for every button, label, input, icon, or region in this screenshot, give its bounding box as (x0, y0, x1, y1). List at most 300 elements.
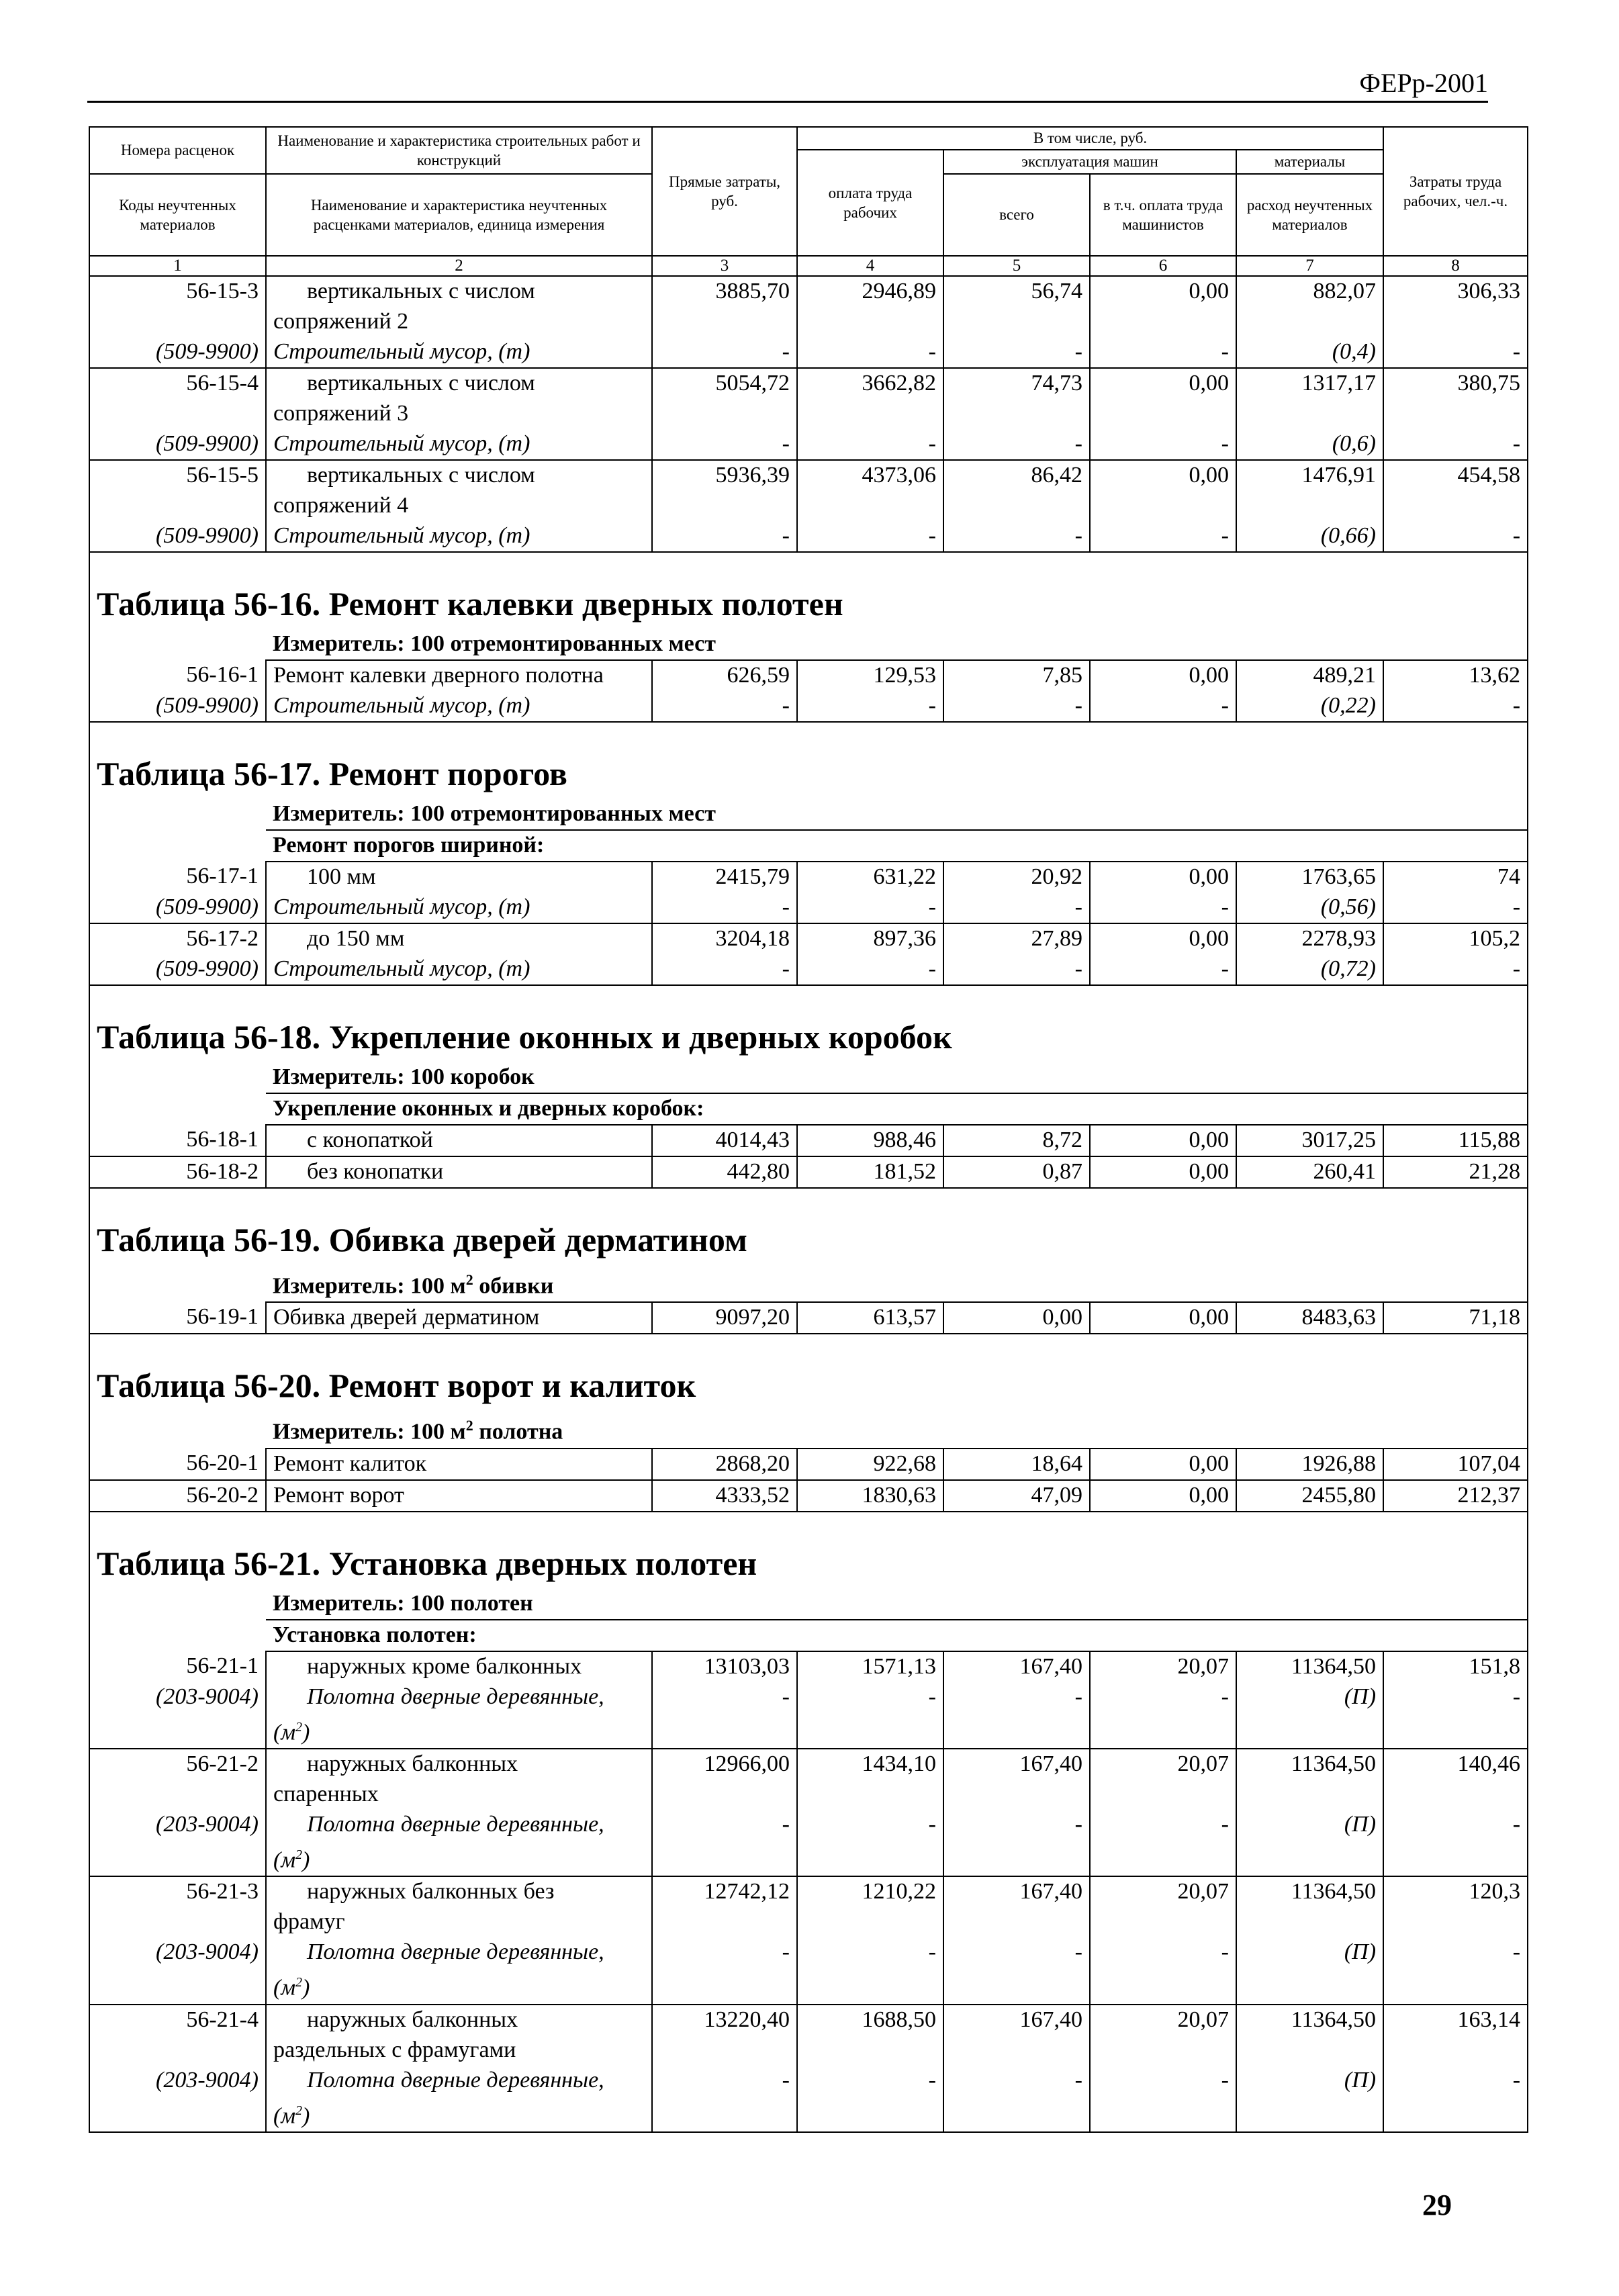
table-row (89, 399, 1528, 429)
table-56-20-title: Таблица 56-20. Ремонт ворот и калиток (89, 1334, 1528, 1411)
labor-pay: 613,57 (797, 1302, 943, 1334)
section-title-row (89, 985, 1528, 1062)
rate-code: 56-15-4 (89, 368, 266, 399)
dash: - (1383, 337, 1528, 368)
material-unit (266, 1968, 652, 2004)
labor-hours: 13,62 (1383, 660, 1528, 691)
dash: - (1383, 892, 1528, 923)
direct-cost: 442,80 (652, 1156, 797, 1188)
dash: - (943, 521, 1090, 552)
work-name-continued: фрамуг (266, 1907, 652, 1937)
measure-label: Измеритель: 100 полотен (266, 1589, 1528, 1620)
dash: - (1090, 892, 1236, 923)
material-quantity: (П) (1236, 2066, 1383, 2096)
table-56-19-title: Таблица 56-19. Обивка дверей дерматином (89, 1188, 1528, 1265)
section-title-row (89, 1334, 1528, 1411)
direct-cost: 2868,20 (652, 1449, 797, 1480)
material-name: Строительный мусор, (т) (266, 954, 652, 985)
machines-total: 167,40 (943, 2005, 1090, 2035)
unit-exponent: 2 (465, 1271, 473, 1288)
unit-exponent: 2 (295, 2103, 303, 2118)
dash: - (1383, 954, 1528, 985)
labor-hours: 212,37 (1383, 1480, 1528, 1512)
machines-total: 167,40 (943, 1651, 1090, 1682)
dash: - (1383, 521, 1528, 552)
unit-exponent: 2 (295, 1975, 303, 1990)
material-unit (266, 1840, 652, 1876)
machinist-pay: 0,00 (1090, 368, 1236, 399)
material-quantity: (0,4) (1236, 337, 1383, 368)
dash: - (1383, 1682, 1528, 1712)
machinist-pay: 0,00 (1090, 460, 1236, 491)
labor-hours: 163,14 (1383, 2005, 1528, 2035)
dash: - (943, 954, 1090, 985)
machinist-pay: 0,00 (1090, 1125, 1236, 1156)
header-material-cost: расход неучтенных материалов (1236, 174, 1383, 256)
materials-cost: 11364,50 (1236, 1651, 1383, 1682)
table-row (89, 2005, 1528, 2035)
rate-code: 56-17-2 (89, 923, 266, 954)
dash: - (1383, 1937, 1528, 1968)
table-row (89, 1480, 1528, 1512)
labor-pay: 4373,06 (797, 460, 943, 491)
table-row (89, 368, 1528, 399)
machines-total: 0,00 (943, 1302, 1090, 1334)
machines-total: 8,72 (943, 1125, 1090, 1156)
material-row (89, 521, 1528, 552)
header-materials: материалы (1236, 150, 1383, 174)
unit-text: (м (273, 1975, 296, 2001)
dash: - (943, 1810, 1090, 1840)
dash: - (1090, 1937, 1236, 1968)
measure-label: Измеритель: 100 отремонтированных мест (266, 629, 1528, 660)
labor-hours: 71,18 (1383, 1302, 1528, 1334)
dash: - (797, 892, 943, 923)
work-name: наружных балконных (266, 2005, 652, 2035)
direct-cost: 626,59 (652, 660, 797, 691)
work-name-continued: сопряжений 2 (266, 307, 652, 337)
machinist-pay: 0,00 (1090, 276, 1236, 307)
column-number: 8 (1383, 256, 1528, 276)
material-quantity: (0,66) (1236, 521, 1383, 552)
table-row (89, 1780, 1528, 1810)
dash: - (943, 429, 1090, 460)
machinist-pay: 0,00 (1090, 1449, 1236, 1480)
work-name: наружных балконных (266, 1749, 652, 1780)
material-code: (509-9900) (89, 521, 266, 552)
measure-label (266, 1411, 1528, 1448)
direct-cost: 13103,03 (652, 1651, 797, 1682)
measure-row (89, 1589, 1528, 1620)
material-row (89, 1682, 1528, 1712)
table-row (89, 460, 1528, 491)
rate-code: 56-21-2 (89, 1749, 266, 1780)
direct-cost: 12966,00 (652, 1749, 797, 1780)
dash: - (652, 1937, 797, 1968)
dash: - (797, 1810, 943, 1840)
labor-pay: 922,68 (797, 1449, 943, 1480)
price-table (89, 126, 1528, 2133)
material-quantity: (0,72) (1236, 954, 1383, 985)
labor-pay: 1434,10 (797, 1749, 943, 1780)
machinist-pay: 0,00 (1090, 923, 1236, 954)
work-name: с конопаткой (266, 1125, 652, 1156)
column-number: 2 (266, 256, 652, 276)
work-name: вертикальных с числом (266, 276, 652, 307)
material-name: Строительный мусор, (т) (266, 429, 652, 460)
dash: - (1090, 691, 1236, 722)
table-56-16-title: Таблица 56-16. Ремонт калевки дверных полотен (89, 552, 1528, 629)
measure-row (89, 1411, 1528, 1448)
table-header (89, 127, 1528, 276)
machines-total: 167,40 (943, 1876, 1090, 1907)
material-row (89, 337, 1528, 368)
dash: - (943, 892, 1090, 923)
group-subheader: Ремонт порогов шириной: (266, 830, 1528, 862)
header-machines-total: всего (943, 174, 1090, 256)
direct-cost: 3885,70 (652, 276, 797, 307)
machines-total: 74,73 (943, 368, 1090, 399)
material-code: (509-9900) (89, 337, 266, 368)
materials-cost: 11364,50 (1236, 1876, 1383, 1907)
measure-label: Измеритель: 100 коробок (266, 1062, 1528, 1093)
rate-code: 56-15-5 (89, 460, 266, 491)
machinist-pay: 20,07 (1090, 1651, 1236, 1682)
material-code: (203-9004) (89, 1810, 266, 1840)
material-name: Полотна дверные деревянные, (266, 1810, 652, 1840)
column-number: 5 (943, 256, 1090, 276)
material-quantity: (0,22) (1236, 691, 1383, 722)
labor-hours: 454,58 (1383, 460, 1528, 491)
material-name: Строительный мусор, (т) (266, 521, 652, 552)
labor-hours: 140,46 (1383, 1749, 1528, 1780)
table-row (89, 1749, 1528, 1780)
materials-cost: 8483,63 (1236, 1302, 1383, 1334)
header-rule (87, 101, 1488, 103)
dash: - (797, 1682, 943, 1712)
rate-code: 56-20-1 (89, 1449, 266, 1480)
labor-pay: 129,53 (797, 660, 943, 691)
rate-code: 56-16-1 (89, 660, 266, 691)
dash: - (652, 2066, 797, 2096)
dash: - (1090, 954, 1236, 985)
table-row (89, 1651, 1528, 1682)
column-number: 6 (1090, 256, 1236, 276)
machinist-pay: 0,00 (1090, 1156, 1236, 1188)
subheader-row (89, 830, 1528, 862)
labor-pay: 988,46 (797, 1125, 943, 1156)
header-labor-hours: Затраты труда рабочих, чел.-ч. (1383, 127, 1528, 256)
labor-hours: 74 (1383, 862, 1528, 892)
labor-hours: 380,75 (1383, 368, 1528, 399)
dash: - (1090, 337, 1236, 368)
table-row (89, 307, 1528, 337)
table-56-17-title: Таблица 56-17. Ремонт порогов (89, 722, 1528, 799)
unit-exponent: 2 (295, 1719, 303, 1735)
materials-cost: 882,07 (1236, 276, 1383, 307)
direct-cost: 4333,52 (652, 1480, 797, 1512)
header-material-codes: Коды неучтенных материалов (89, 174, 266, 256)
machines-total: 18,64 (943, 1449, 1090, 1480)
dash: - (652, 691, 797, 722)
materials-cost: 1926,88 (1236, 1449, 1383, 1480)
labor-hours: 21,28 (1383, 1156, 1528, 1188)
direct-cost: 9097,20 (652, 1302, 797, 1334)
dash: - (652, 1810, 797, 1840)
material-code: (509-9900) (89, 429, 266, 460)
direct-cost: 3204,18 (652, 923, 797, 954)
column-number: 1 (89, 256, 266, 276)
table-row (89, 1156, 1528, 1188)
material-row (89, 892, 1528, 923)
unit-text: ) (302, 1847, 310, 1873)
work-name: 100 мм (266, 862, 652, 892)
header-codes: Номера расценок (89, 127, 266, 174)
unit-text: ) (302, 2103, 310, 2128)
labor-pay: 181,52 (797, 1156, 943, 1188)
materials-cost: 260,41 (1236, 1156, 1383, 1188)
direct-cost: 5054,72 (652, 368, 797, 399)
rate-code: 56-21-3 (89, 1876, 266, 1907)
labor-hours: 306,33 (1383, 276, 1528, 307)
table-body (89, 276, 1528, 2132)
dash: - (652, 521, 797, 552)
machinist-pay: 0,00 (1090, 660, 1236, 691)
header-including: В том числе, руб. (797, 127, 1383, 150)
measure-text: обивки (473, 1273, 554, 1299)
work-name: Ремонт калиток (266, 1449, 652, 1480)
labor-pay: 1571,13 (797, 1651, 943, 1682)
measure-row (89, 1062, 1528, 1093)
dash: - (797, 2066, 943, 2096)
materials-cost: 2455,80 (1236, 1480, 1383, 1512)
section-title-row (89, 1188, 1528, 1265)
work-name-continued: раздельных с фрамугами (266, 2035, 652, 2066)
material-row (89, 429, 1528, 460)
material-code: (203-9004) (89, 1682, 266, 1712)
labor-pay: 1830,63 (797, 1480, 943, 1512)
materials-cost: 1317,17 (1236, 368, 1383, 399)
material-quantity: (П) (1236, 1810, 1383, 1840)
material-name: Строительный мусор, (т) (266, 892, 652, 923)
dash: - (943, 2066, 1090, 2096)
subheader-row (89, 1093, 1528, 1125)
header-machinist-pay: в т.ч. оплата труда машинистов (1090, 174, 1236, 256)
direct-cost: 4014,43 (652, 1125, 797, 1156)
material-row (89, 954, 1528, 985)
dash: - (1383, 1810, 1528, 1840)
header-name: Наименование и характеристика строительных работ и конструкций (266, 127, 652, 174)
measure-text: полотна (473, 1419, 563, 1444)
labor-hours: 151,8 (1383, 1651, 1528, 1682)
dash: - (652, 429, 797, 460)
table-row (89, 276, 1528, 307)
machines-total: 7,85 (943, 660, 1090, 691)
material-row (89, 2066, 1528, 2096)
work-name: Обивка дверей дерматином (266, 1302, 652, 1334)
table-row (89, 1907, 1528, 1937)
group-subheader: Укрепление оконных и дверных коробок: (266, 1093, 1528, 1125)
material-quantity: (0,56) (1236, 892, 1383, 923)
rate-code: 56-21-4 (89, 2005, 266, 2035)
rate-code: 56-15-3 (89, 276, 266, 307)
document-code: ФЕРр-2001 (1359, 68, 1488, 98)
machinist-pay: 0,00 (1090, 1480, 1236, 1512)
column-number: 3 (652, 256, 797, 276)
dash: - (943, 691, 1090, 722)
work-name: наружных кроме балконных (266, 1651, 652, 1682)
work-name-continued: сопряжений 4 (266, 491, 652, 521)
table-56-18-title: Таблица 56-18. Укрепление оконных и дверных коробок (89, 985, 1528, 1062)
machines-total: 167,40 (943, 1749, 1090, 1780)
machines-total: 56,74 (943, 276, 1090, 307)
unit-text: (м (273, 1719, 296, 1745)
table-row (89, 1302, 1528, 1334)
dash: - (943, 1937, 1090, 1968)
work-name-continued: спаренных (266, 1780, 652, 1810)
material-name: Строительный мусор, (т) (266, 691, 652, 722)
machinist-pay: 20,07 (1090, 1876, 1236, 1907)
unit-text: ) (302, 1975, 310, 2001)
materials-cost: 2278,93 (1236, 923, 1383, 954)
measure-label: Измеритель: 100 отремонтированных мест (266, 799, 1528, 830)
labor-pay: 897,36 (797, 923, 943, 954)
material-quantity: (0,6) (1236, 429, 1383, 460)
labor-pay: 1688,50 (797, 2005, 943, 2035)
labor-hours: 120,3 (1383, 1876, 1528, 1907)
material-unit (266, 2096, 652, 2132)
materials-cost: 11364,50 (1236, 1749, 1383, 1780)
material-quantity: (П) (1236, 1682, 1383, 1712)
direct-cost: 5936,39 (652, 460, 797, 491)
measure-text: Измеритель: 100 м (273, 1273, 466, 1299)
dash: - (1383, 2066, 1528, 2096)
table-row (89, 862, 1528, 892)
dash: - (652, 1682, 797, 1712)
work-name: Ремонт калевки дверного полотна (266, 660, 652, 691)
rate-code: 56-20-2 (89, 1480, 266, 1512)
material-unit (266, 1712, 652, 1749)
group-subheader: Установка полотен: (266, 1620, 1528, 1651)
machines-total: 27,89 (943, 923, 1090, 954)
column-number: 7 (1236, 256, 1383, 276)
machines-total: 86,42 (943, 460, 1090, 491)
header-material-name: Наименование и характеристика неучтенных расценками материалов, единица измерения (266, 174, 652, 256)
material-row (89, 1810, 1528, 1840)
table-row (89, 1876, 1528, 1907)
rate-code: 56-21-1 (89, 1651, 266, 1682)
machines-total: 0,87 (943, 1156, 1090, 1188)
material-row (89, 691, 1528, 722)
labor-pay: 631,22 (797, 862, 943, 892)
labor-hours: 115,88 (1383, 1125, 1528, 1156)
unit-exponent: 2 (295, 1847, 303, 1862)
unit-text: (м (273, 2103, 296, 2128)
rate-code: 56-19-1 (89, 1302, 266, 1334)
rate-code: 56-18-1 (89, 1125, 266, 1156)
dash: - (797, 429, 943, 460)
material-code: (509-9900) (89, 691, 266, 722)
dash: - (797, 1937, 943, 1968)
machinist-pay: 0,00 (1090, 1302, 1236, 1334)
machinist-pay: 0,00 (1090, 862, 1236, 892)
labor-pay: 2946,89 (797, 276, 943, 307)
labor-pay: 3662,82 (797, 368, 943, 399)
materials-cost: 3017,25 (1236, 1125, 1383, 1156)
dash: - (1090, 521, 1236, 552)
header-direct-costs: Прямые затраты, руб. (652, 127, 797, 256)
work-name: Ремонт ворот (266, 1480, 652, 1512)
dash: - (1090, 1682, 1236, 1712)
material-unit-row (89, 2096, 1528, 2132)
section-title-row (89, 722, 1528, 799)
direct-cost: 2415,79 (652, 862, 797, 892)
direct-cost: 13220,40 (652, 2005, 797, 2035)
machinist-pay: 20,07 (1090, 1749, 1236, 1780)
dash: - (652, 954, 797, 985)
material-unit-row (89, 1968, 1528, 2004)
measure-text: Измеритель: 100 м (273, 1419, 466, 1444)
header-labor-pay: оплата труда рабочих (797, 150, 943, 256)
machines-total: 47,09 (943, 1480, 1090, 1512)
labor-hours: 105,2 (1383, 923, 1528, 954)
section-title-row (89, 552, 1528, 629)
materials-cost: 489,21 (1236, 660, 1383, 691)
material-row (89, 1937, 1528, 1968)
direct-cost: 12742,12 (652, 1876, 797, 1907)
labor-hours: 107,04 (1383, 1449, 1528, 1480)
page-number: 29 (1422, 2189, 1452, 2221)
machines-total: 20,92 (943, 862, 1090, 892)
dash: - (943, 337, 1090, 368)
material-code: (509-9900) (89, 892, 266, 923)
dash: - (652, 337, 797, 368)
material-name: Полотна дверные деревянные, (266, 2066, 652, 2096)
material-name: Полотна дверные деревянные, (266, 1682, 652, 1712)
machinist-pay: 20,07 (1090, 2005, 1236, 2035)
table-row (89, 660, 1528, 691)
work-name: вертикальных с числом (266, 460, 652, 491)
table-row (89, 2035, 1528, 2066)
material-unit-row (89, 1712, 1528, 1749)
material-quantity: (П) (1236, 1937, 1383, 1968)
work-name: до 150 мм (266, 923, 652, 954)
measure-row (89, 629, 1528, 660)
dash: - (1090, 1810, 1236, 1840)
dash: - (1383, 429, 1528, 460)
material-name: Полотна дверные деревянные, (266, 1937, 652, 1968)
labor-pay: 1210,22 (797, 1876, 943, 1907)
measure-label (266, 1265, 1528, 1302)
dash: - (797, 521, 943, 552)
unit-text: (м (273, 1847, 296, 1873)
section-title-row (89, 1512, 1528, 1589)
dash: - (652, 892, 797, 923)
rate-code: 56-17-1 (89, 862, 266, 892)
dash: - (1090, 429, 1236, 460)
material-code: (203-9004) (89, 2066, 266, 2096)
table-row (89, 1125, 1528, 1156)
materials-cost: 1763,65 (1236, 862, 1383, 892)
measure-row (89, 799, 1528, 830)
unit-exponent: 2 (465, 1417, 473, 1434)
measure-row (89, 1265, 1528, 1302)
table-56-21-title: Таблица 56-21. Установка дверных полотен (89, 1512, 1528, 1589)
work-name: без конопатки (266, 1156, 652, 1188)
material-code: (509-9900) (89, 954, 266, 985)
materials-cost: 11364,50 (1236, 2005, 1383, 2035)
material-unit-row (89, 1840, 1528, 1876)
